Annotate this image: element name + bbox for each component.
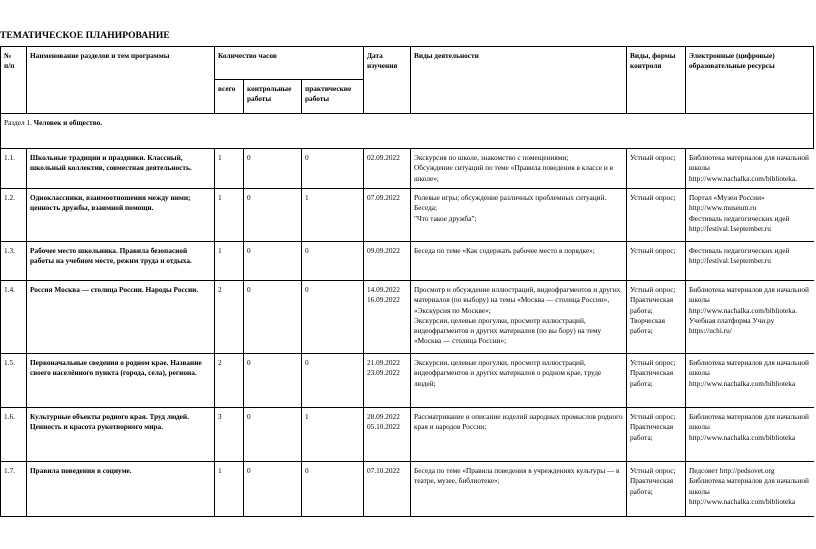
row-num: 1.4.: [1, 281, 27, 354]
row-control: 0: [244, 189, 302, 242]
section-cell: [1, 114, 814, 149]
row-form: Устный опрос; Практическая работа;: [627, 462, 686, 517]
row-resources: Библиотека материалов для начальной школы http://www.nachalka.com/biblioteka: [686, 408, 814, 462]
row-control: 0: [244, 242, 302, 281]
row-control: 0: [244, 462, 302, 517]
row-practical: 0: [302, 462, 364, 517]
row-activity: Просмотр и обсуждение иллюстраций, видеофрагментов и других материалов (по выбору) на темы «Москва — столица России», «Экскурсия по Москве»; Экскурсии, целевые прогулки, просмотр иллюстраций, видеофрагментов и других материалов (по вы бору) на тему «Москва — столица России»;: [411, 281, 627, 354]
header-date: Дата изучения: [364, 47, 411, 114]
row-resources: Фестиваль педагогических идей http://festival.1september.ru: [686, 242, 814, 281]
table-row: [1, 189, 814, 242]
table-row: [1, 242, 814, 281]
row-form: Устный опрос;: [627, 149, 686, 189]
row-form: Устный опрос; Практическая работа; Творческая работа;: [627, 281, 686, 354]
row-activity: Ролевые игры; обсуждение различных проблемных ситуаций. Беседа; "Что такое дружба";: [411, 189, 627, 242]
header-resources: Электронные (цифровые) образовательные ресурсы: [686, 47, 814, 114]
row-date: 07.09.2022: [364, 189, 411, 242]
row-date: 07.10.2022: [364, 462, 411, 517]
section-row: [1, 114, 814, 149]
row-resources: Библиотека материалов для начальной школы http://www.nachalka.com/biblioteka.: [686, 149, 814, 189]
table-row: [1, 462, 814, 517]
row-topic: Рабочее место школьника. Правила безопасной работы на учебном месте, режим труда и отдыха.: [27, 242, 215, 281]
row-resources: Педсовет http://pedsovet.org Библиотека материалов для начальной школы http://www.nachalka.com/biblioteka: [686, 462, 814, 517]
header-num: № п/п: [1, 47, 27, 114]
row-practical: 0: [302, 281, 364, 354]
row-topic: Школьные традиции и праздники. Классный, школьный коллектив, совместная деятельность.: [27, 149, 215, 189]
row-total: 1: [215, 242, 244, 281]
row-num: 1.1.: [1, 149, 27, 189]
row-form: Устный опрос; Практическая работа;: [627, 408, 686, 462]
row-total: 1: [215, 462, 244, 517]
header-control: контрольные работы: [244, 80, 302, 114]
section-title: Человек и общество.: [33, 118, 103, 127]
row-activity: Беседа по теме «Как содержать рабочее место в порядке»;: [411, 242, 627, 281]
row-control: 0: [244, 281, 302, 354]
row-date: 28.09.2022 05.10.2022: [364, 408, 411, 462]
row-num: 1.7.: [1, 462, 27, 517]
row-total: 1: [215, 149, 244, 189]
row-activity: Экскурсия по школе, знакомство с помещениями; Обсуждение ситуаций по теме «Правила поведения в классе и в школе»;: [411, 149, 627, 189]
row-date: 21.09.2022 23.09.2022: [364, 354, 411, 408]
row-num: 1.2.: [1, 189, 27, 242]
row-num: 1.5.: [1, 354, 27, 408]
row-num: 1.6.: [1, 408, 27, 462]
header-row: [1, 47, 814, 80]
header-activities: Виды деятельности: [411, 47, 627, 114]
row-activity: Беседа по теме «Правила поведения в учреждениях культуры — в театре, музее, библиотеке»;: [411, 462, 627, 517]
row-control: 0: [244, 354, 302, 408]
row-form: Устный опрос;: [627, 189, 686, 242]
table-row: [1, 408, 814, 462]
header-practical: практические работы: [302, 80, 364, 114]
row-practical: 0: [302, 149, 364, 189]
row-resources: Библиотека материалов для начальной школы http://www.nachalka.com/biblioteka: [686, 354, 814, 408]
thematic-plan-table: [0, 46, 814, 517]
table-row: [1, 281, 814, 354]
row-date: 02.09.2022: [364, 149, 411, 189]
table-row: [1, 354, 814, 408]
row-practical: 0: [302, 354, 364, 408]
row-total: 3: [215, 408, 244, 462]
row-practical: 1: [302, 189, 364, 242]
row-topic: Первоначальные сведения о родном крае. Название своего населённого пункта (города, села), региона.: [27, 354, 215, 408]
row-activity: Рассматривание и описание изделий народных промыслов родного края и народов России;: [411, 408, 627, 462]
row-form: Устный опрос;: [627, 242, 686, 281]
row-control: 0: [244, 408, 302, 462]
row-activity: Экскурсии, целевые прогулки, просмотр иллюстраций, видеофрагментов и других материалов о родном крае, труде людей;: [411, 354, 627, 408]
row-topic: Культурные объекты родного края. Труд людей. Ценность и красота рукотворного мира.: [27, 408, 215, 462]
row-date: 14.09.2022 16.09.2022: [364, 281, 411, 354]
row-control: 0: [244, 149, 302, 189]
header-forms: Виды, формы контроля: [627, 47, 686, 114]
row-practical: 1: [302, 408, 364, 462]
row-topic: Россия Москва — столица России. Народы России.: [27, 281, 215, 354]
row-resources: Портал «Музеи России» http://www.museum.ru Фестиваль педагогических идей http://festival.1september.ru: [686, 189, 814, 242]
table-row: [1, 149, 814, 189]
page-title: ТЕМАТИЧЕСКОЕ ПЛАНИРОВАНИЕ: [0, 31, 170, 41]
row-resources: Библиотека материалов для начальной школы http://www.nachalka.com/biblioteka. Учебная платформа Учи.ру https://uchi.ru/: [686, 281, 814, 354]
header-name: Наименование разделов и тем программы: [27, 47, 215, 114]
row-total: 1: [215, 189, 244, 242]
row-total: 2: [215, 354, 244, 408]
row-date: 09.09.2022: [364, 242, 411, 281]
row-form: Устный опрос; Практическая работа;: [627, 354, 686, 408]
header-hours: Количество часов: [215, 47, 364, 80]
row-num: 1.3.: [1, 242, 27, 281]
row-practical: 0: [302, 242, 364, 281]
row-topic: Одноклассники, взаимоотношения между ними; ценность дружбы, взаимной помощи.: [27, 189, 215, 242]
section-prefix: Раздел 1.: [4, 118, 32, 127]
row-total: 2: [215, 281, 244, 354]
header-total: всего: [215, 80, 244, 114]
row-topic: Правила поведения в социуме.: [27, 462, 215, 517]
